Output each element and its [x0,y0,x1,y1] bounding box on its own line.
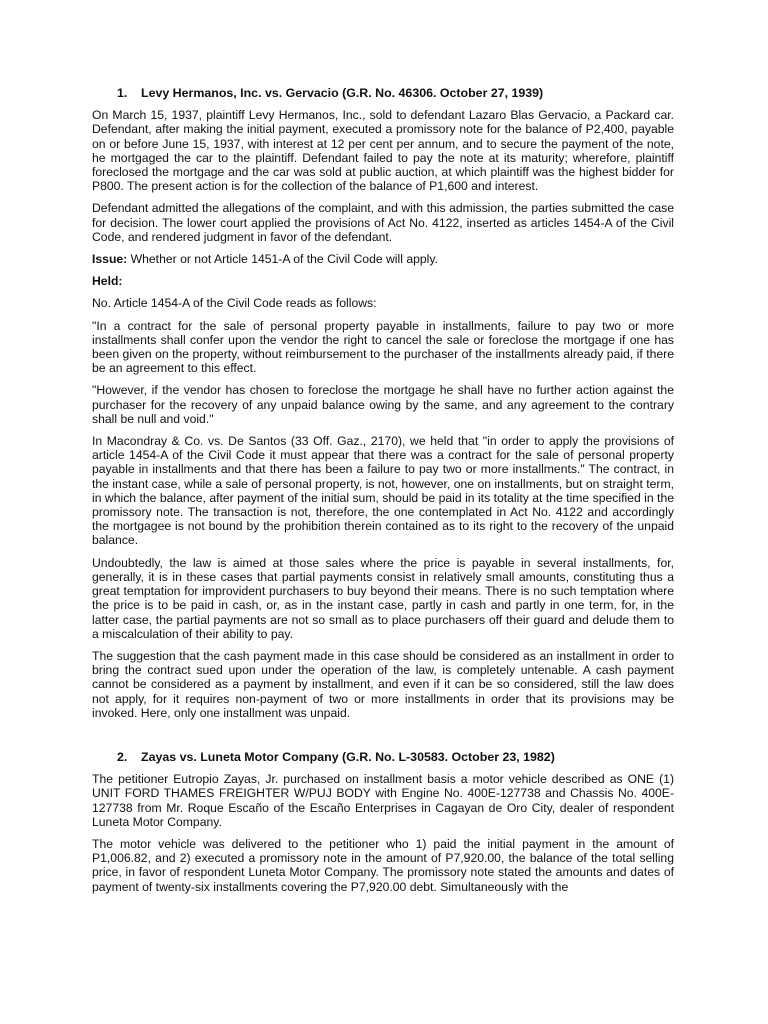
held-paragraph-4: In Macondray & Co. vs. De Santos (33 Off. Gaz., 2170), we held that "in order to apply the provisions of article 1454-A of the Civil Code it must appear that there was a contract for the sale of personal property payable in installments and that there has been a failure to pay two or more installments." The contract, in the instant case, while a sale of personal property, is not, however, one on installments, but on straight term, in which the balance, after payment of the initial sum, should be paid in its totality at the time specified in the promissory note. The transaction is not, therefore, the one contemplated in Act No. 4122 and accordingly the mortgagee is not bound by the prohibition therein contained as to its right to the recovery of the unpaid balance. [92,434,674,548]
held-paragraph-2: "In a contract for the sale of personal property payable in installments, failure to pay two or more installments shall confer upon the vendor the right to cancel the sale or foreclose the mortgage if one has been given on the property, without reimbursement to the purchaser of the installments already paid, if there be an agreement to this effect. [92,318,674,376]
case-2-paragraph-2: The motor vehicle was delivered to the petitioner who 1) paid the initial payment in the amount of P1,006.82, and 2) executed a promissory note in the amount of P7,920.00, the balance of the total selling price, in favor of respondent Luneta Motor Company. The promissory note stated the amounts and dates of payment of twenty-six installments covering the P7,920.00 debt. Simultaneously with the [92,836,674,894]
case-heading-2 [92,750,674,764]
case-number: 2. [117,749,128,764]
case-number: 1. [117,86,128,100]
issue-paragraph [92,252,674,266]
issue-text: Whether or not Article 1451-A of the Civil Code will apply. [127,252,438,267]
case-2-paragraph-1: The petitioner Eutropio Zayas, Jr. purchased on installment basis a motor vehicle described as ONE (1) UNIT FORD THAMES FREIGHTER W/PUJ BODY with Engine No. 400E-127738 and Chassis No. 400E-127738 from Mr. Roque Escaño of the Escaño Enterprises in Cagayan de Oro City, dealer of respondent Luneta Motor Company. [92,772,674,829]
held-paragraph-1: No. Article 1454-A of the Civil Code reads as follows: [92,296,377,311]
held-paragraph-5: Undoubtedly, the law is aimed at those sales where the price is payable in several installments, for, generally, it is in these cases that partial payments consist in relatively small amounts, constituting thus a great temptation for improvident purchasers to buy beyond their means. There is no such temptation where the price is to be paid in cash, or, as in the instant case, partly in cash and partly in one term, for, in the latter case, the partial payments are not so small as to place purchasers off their guard and delude them to a miscalculation of their ability to pay. [92,555,674,641]
held-paragraph-3: "However, if the vendor has chosen to foreclose the mortgage he shall have no further action against the purchaser for the recovery of any unpaid balance owing by the same, and any agreement to the contrary shall be null and void." [92,383,674,426]
case-title: Zayas vs. Luneta Motor Company (G.R. No. L-30583. October 23, 1982) [141,749,555,764]
held-label: Held: [92,274,123,289]
case-1-paragraph-1: On March 15, 1937, plaintiff Levy Hermanos, Inc., sold to defendant Lazaro Blas Gervacio, a Packard car. Defendant, after making the initial payment, executed a promissory note for the balance of P2,400, payable on or before June 15, 1937, with interest at 12 per cent per annum, and to secure the payment of the note, he mortgaged the car to the plaintiff. Defendant failed to pay the note at its maturity; wherefore, plaintiff foreclosed the mortgage and the car was sold at public auction, at which plaintiff was the highest bidder for P800. The present action is for the collection of the balance of P1,600 and interest. [92,108,674,194]
issue-label: Issue: [92,252,128,267]
case-heading-1 [92,86,674,100]
held-paragraph-6: The suggestion that the cash payment made in this case should be considered as an installment in order to bring the contract sued upon under the operation of the law, is completely untenable. A cash payment cannot be considered as a payment by installment, and even if it can be so considered, still the law does not apply, for it requires non-payment of two or more installments in order that its provisions may be invoked. Here, only one installment was unpaid. [92,648,674,720]
case-title: Levy Hermanos, Inc. vs. Gervacio (G.R. No. 46306. October 27, 1939) [141,86,544,100]
document-page [92,86,674,902]
section-divider [92,728,674,750]
case-1-paragraph-2: Defendant admitted the allegations of the complaint, and with this admission, the parties submitted the case for decision. The lower court applied the provisions of Act No. 4122, inserted as articles 1454-A of the Civil Code, and rendered judgment in favor of the defendant. [92,201,674,244]
